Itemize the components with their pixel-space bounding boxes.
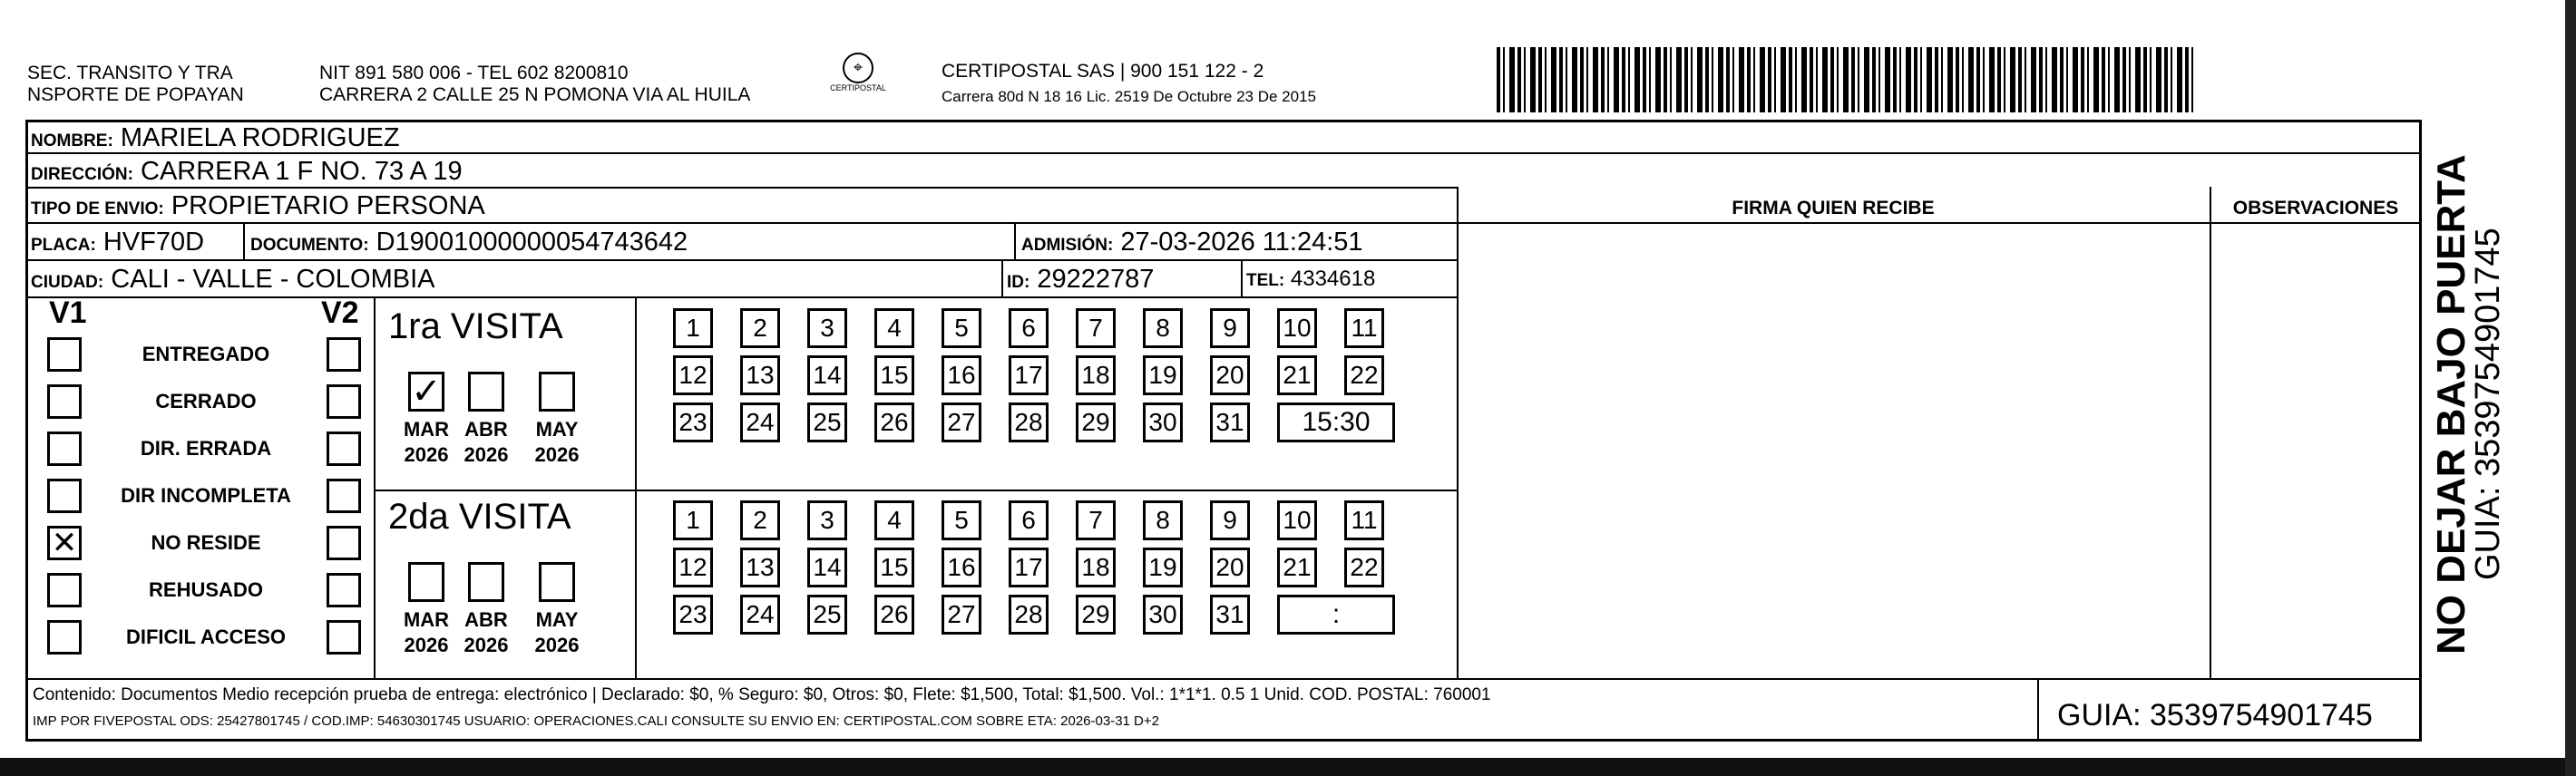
day-box[interactable]: 28 — [1009, 595, 1049, 635]
company-line: CERTIPOSTAL SAS | 900 151 122 - 2 — [942, 61, 1264, 82]
direccion-value: CARRERA 1 F NO. 73 A 19 — [141, 157, 463, 186]
ciudad-field — [31, 265, 435, 297]
v2-checkbox[interactable] — [327, 526, 361, 560]
id-value: 29222787 — [1037, 265, 1155, 294]
divider — [1457, 187, 1459, 678]
day-box[interactable]: 30 — [1143, 403, 1183, 442]
year-label: 2026 — [463, 443, 509, 466]
reason-label: DIR INCOMPLETA — [121, 484, 291, 507]
observaciones-header: OBSERVACIONES — [2232, 198, 2399, 218]
day-box[interactable]: 25 — [807, 595, 847, 635]
day-box[interactable]: 9 — [1210, 308, 1250, 348]
admision-value: 27-03-2026 11:24:51 — [1120, 228, 1363, 257]
day-box[interactable]: 31 — [1210, 595, 1250, 635]
v1-checkbox[interactable]: ✕ — [47, 526, 82, 560]
side-guia: GUIA: 3539754901745 — [2469, 228, 2507, 580]
first-visit-time[interactable]: 15:30 — [1277, 403, 1395, 442]
sender-address: CARRERA 2 CALLE 25 N POMONA VIA AL HUILA — [319, 84, 751, 105]
day-box[interactable]: 15 — [874, 355, 914, 395]
v2-checkbox[interactable] — [327, 384, 361, 419]
day-box[interactable]: 24 — [740, 403, 780, 442]
nombre-field — [31, 123, 400, 156]
nit-line: NIT 891 580 006 - TEL 602 8200810 — [319, 63, 629, 83]
tel-value: 4334618 — [1290, 267, 1376, 291]
day-box[interactable]: 21 — [1277, 355, 1317, 395]
day-box[interactable]: 14 — [807, 355, 847, 395]
day-box[interactable]: 12 — [673, 355, 713, 395]
day-box[interactable]: 21 — [1277, 548, 1317, 587]
admision-label: ADMISIÓN: — [1021, 236, 1114, 255]
day-box[interactable]: 23 — [673, 595, 713, 635]
day-box[interactable]: 22 — [1344, 355, 1384, 395]
v1-checkbox[interactable] — [47, 573, 82, 607]
sender-line-2: NSPORTE DE POPAYAN — [27, 84, 244, 105]
month-checkbox[interactable]: ✓ — [408, 372, 444, 412]
day-box[interactable]: 7 — [1076, 308, 1116, 348]
month-label: ABR — [464, 608, 508, 631]
day-box[interactable]: 3 — [807, 308, 847, 348]
reason-label: CERRADO — [155, 390, 257, 412]
day-box[interactable]: 20 — [1210, 355, 1250, 395]
tipo-envio-label: TIPO DE ENVIO: — [31, 199, 164, 218]
v1-checkbox[interactable] — [47, 620, 82, 655]
day-box[interactable]: 4 — [874, 308, 914, 348]
day-box[interactable]: 19 — [1143, 548, 1183, 587]
day-box[interactable]: 29 — [1076, 403, 1116, 442]
v2-checkbox[interactable] — [327, 573, 361, 607]
day-box[interactable]: 6 — [1009, 500, 1049, 540]
month-label: ABR — [464, 418, 508, 441]
day-box[interactable]: 13 — [740, 548, 780, 587]
reason-label: DIR. ERRADA — [140, 437, 272, 460]
ciudad-value: CALI - VALLE - COLOMBIA — [111, 265, 435, 294]
v2-checkbox[interactable] — [327, 432, 361, 466]
month-checkbox[interactable] — [468, 372, 504, 412]
day-box[interactable]: 26 — [874, 403, 914, 442]
logo-icon: ⌖ — [843, 53, 873, 83]
placa-field — [31, 228, 204, 260]
tipo-envio-field — [31, 191, 485, 224]
day-box[interactable]: 16 — [942, 548, 981, 587]
ciudad-label: CIUDAD: — [31, 273, 104, 292]
imp-line: IMP POR FIVEPOSTAL ODS: 25427801745 / COD.IMP: 54630301745 USUARIO: OPERACIONES.CALI CONSULTE SU ENVIO EN: CERTIPOSTAL.COM SOBRE ETA: 2026-03-31 D+2 — [33, 713, 1159, 729]
id-field — [1007, 265, 1154, 297]
day-box[interactable]: 30 — [1143, 595, 1183, 635]
contenido-line: Contenido: Documentos Medio recepción prueba de entrega: electrónico | Declarado: $0, % Seguro: $0, Otros: $0, Flete: $1,500, Total: $1,500. Vol.: 1*1*1. 0.5 1 Unid. COD. POSTAL: 760001 — [33, 685, 1491, 704]
second-visit-title: 2da VISITA — [388, 497, 571, 537]
day-box[interactable]: 31 — [1210, 403, 1250, 442]
placa-label: PLACA: — [31, 236, 96, 255]
day-box[interactable]: 2 — [740, 500, 780, 540]
year-label: 2026 — [463, 634, 509, 656]
documento-field — [250, 228, 688, 260]
divider — [2210, 187, 2211, 678]
day-box[interactable]: 11 — [1344, 308, 1384, 348]
day-box[interactable]: 13 — [740, 355, 780, 395]
documento-label: DOCUMENTO: — [250, 236, 369, 255]
divider — [1014, 222, 1016, 259]
day-box[interactable]: 16 — [942, 355, 981, 395]
reason-label: ENTREGADO — [141, 343, 270, 365]
day-box[interactable]: 17 — [1009, 355, 1049, 395]
day-box[interactable]: 6 — [1009, 308, 1049, 348]
nombre-value: MARIELA RODRIGUEZ — [120, 123, 400, 152]
v1-checkbox[interactable] — [47, 337, 82, 372]
day-box[interactable]: 29 — [1076, 595, 1116, 635]
day-box[interactable]: 5 — [942, 308, 981, 348]
month-checkbox[interactable] — [408, 562, 444, 602]
month-checkbox[interactable] — [539, 562, 575, 602]
tel-field — [1246, 265, 1375, 296]
day-box[interactable]: 15 — [874, 548, 914, 587]
month-label: MAY — [535, 608, 579, 631]
direccion-field — [31, 157, 463, 189]
divider — [25, 678, 2422, 680]
day-box[interactable]: 12 — [673, 548, 713, 587]
year-label: 2026 — [534, 443, 580, 466]
day-box[interactable]: 7 — [1076, 500, 1116, 540]
day-box[interactable]: 5 — [942, 500, 981, 540]
certipostal-logo — [822, 53, 894, 107]
divider — [374, 490, 1457, 491]
day-box[interactable]: 9 — [1210, 500, 1250, 540]
page-edge — [0, 758, 2576, 776]
month-label: MAR — [403, 418, 450, 441]
day-box[interactable]: 18 — [1076, 355, 1116, 395]
firma-header: FIRMA QUIEN RECIBE — [1732, 198, 1935, 218]
id-label: ID: — [1007, 273, 1030, 292]
v1-checkbox[interactable] — [47, 479, 82, 513]
page-edge — [2565, 0, 2576, 776]
day-box[interactable]: 18 — [1076, 548, 1116, 587]
day-box[interactable]: 10 — [1277, 308, 1317, 348]
v2-checkbox[interactable] — [327, 620, 361, 655]
direccion-label: DIRECCIÓN: — [31, 165, 133, 184]
v1-header: V1 — [49, 296, 87, 330]
second-visit-time[interactable]: : — [1277, 595, 1395, 635]
divider — [635, 296, 637, 678]
placa-value: HVF70D — [102, 228, 205, 257]
day-box[interactable]: 17 — [1009, 548, 1049, 587]
month-label: MAR — [403, 608, 450, 631]
v1-checkbox[interactable] — [47, 384, 82, 419]
tipo-envio-value: PROPIETARIO PERSONA — [171, 191, 485, 220]
day-box[interactable]: 10 — [1277, 500, 1317, 540]
divider — [374, 296, 376, 678]
month-checkbox[interactable] — [468, 562, 504, 602]
first-visit-title: 1ra VISITA — [388, 306, 563, 346]
reason-label: DIFICIL ACCESO — [125, 626, 286, 648]
v2-checkbox[interactable] — [327, 479, 361, 513]
v2-header: V2 — [321, 296, 359, 330]
day-box[interactable]: 23 — [673, 403, 713, 442]
month-label: MAY — [535, 418, 579, 441]
day-box[interactable]: 22 — [1344, 548, 1384, 587]
documento-value: D19001000000054743642 — [376, 228, 688, 257]
sender-line-1: SEC. TRANSITO Y TRA — [27, 63, 233, 83]
logo-text: CERTIPOSTAL — [830, 83, 886, 92]
day-box[interactable]: 3 — [807, 500, 847, 540]
day-box[interactable]: 11 — [1344, 500, 1384, 540]
day-box[interactable]: 28 — [1009, 403, 1049, 442]
day-box[interactable]: 24 — [740, 595, 780, 635]
day-box[interactable]: 1 — [673, 500, 713, 540]
day-box[interactable]: 27 — [942, 595, 981, 635]
v1-checkbox[interactable] — [47, 432, 82, 466]
divider — [1001, 259, 1003, 296]
day-box[interactable]: 4 — [874, 500, 914, 540]
day-box[interactable]: 27 — [942, 403, 981, 442]
day-box[interactable]: 25 — [807, 403, 847, 442]
no-dejar-warning: NO DEJAR BAJO PUERTA — [2429, 154, 2474, 655]
year-label: 2026 — [404, 634, 449, 656]
day-box[interactable]: 8 — [1143, 308, 1183, 348]
license-line: Carrera 80d N 18 16 Lic. 2519 De Octubre 23 De 2015 — [942, 88, 1316, 105]
day-box[interactable]: 19 — [1143, 355, 1183, 395]
reason-label: REHUSADO — [149, 578, 263, 601]
admision-field — [1021, 228, 1363, 260]
day-box[interactable]: 20 — [1210, 548, 1250, 587]
guia-number: GUIA: 3539754901745 — [2057, 698, 2373, 732]
day-box[interactable]: 14 — [807, 548, 847, 587]
divider — [1241, 259, 1243, 296]
divider — [2037, 678, 2039, 742]
nombre-label: NOMBRE: — [31, 131, 113, 150]
day-box[interactable]: 1 — [673, 308, 713, 348]
barcode — [1497, 47, 2195, 112]
day-box[interactable]: 26 — [874, 595, 914, 635]
month-checkbox[interactable] — [539, 372, 575, 412]
divider — [243, 222, 245, 259]
day-box[interactable]: 2 — [740, 308, 780, 348]
year-label: 2026 — [404, 443, 449, 466]
day-box[interactable]: 8 — [1143, 500, 1183, 540]
reason-label: NO RESIDE — [151, 531, 261, 554]
year-label: 2026 — [534, 634, 580, 656]
tel-label: TEL: — [1246, 271, 1285, 290]
v2-checkbox[interactable] — [327, 337, 361, 372]
